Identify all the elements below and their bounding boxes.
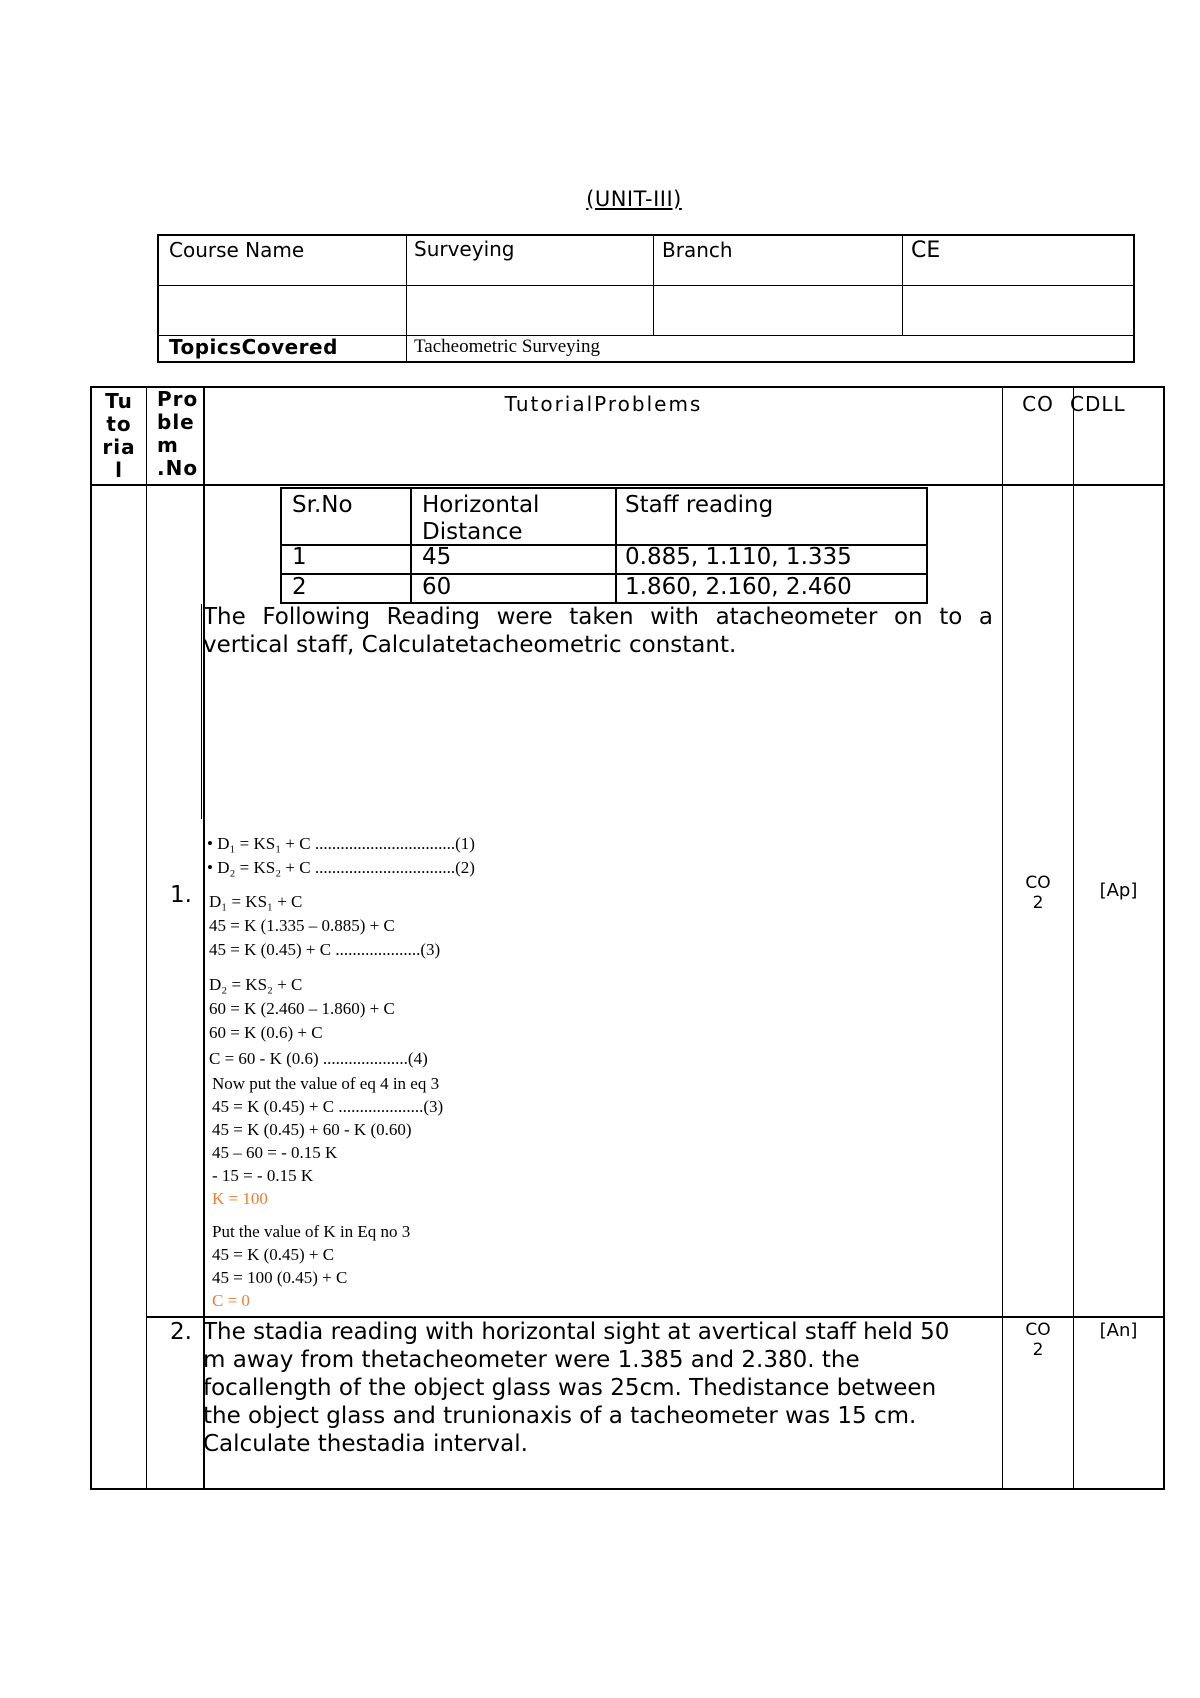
solution-line: • D₂ = KS₂ + C .................................(2) [207,858,475,877]
problem-2-number: 2. [170,1319,192,1345]
col-divider [410,489,412,602]
solution-line: 45 = K (0.45) + C [212,1245,335,1264]
row-divider [92,484,1163,486]
col-divider [406,335,407,361]
branch-label: Branch [662,238,733,262]
header-tutorial [92,390,146,482]
result-c: C = 0 [212,1291,250,1310]
statement-line: Calculate thestadia interval. [203,1431,528,1457]
image-border [201,604,202,819]
header-tutorial-line: l [115,458,123,482]
solution-line: 60 = K (0.6) + C [209,1023,323,1042]
problem-1-number: 1. [170,882,192,908]
branch-value: CE [911,238,941,263]
solution-line: C = 60 - K (0.6) ....................(4) [209,1049,428,1068]
co-line: 2 [1032,1340,1044,1360]
header-tutorial-line: ria [102,435,136,459]
problem-1-cdll: [Ap] [1099,880,1138,901]
solution-line: 45 = K (1.335 – 0.885) + C [209,916,395,935]
solution-line: D₂ = KS₂ + C [209,975,303,994]
header-problem-line: Pro [157,387,199,411]
co-line: CO [1025,1320,1051,1340]
co-line: 2 [1032,893,1044,913]
problem-2-cdll: [An] [1099,1320,1138,1341]
course-header-table [157,234,1135,363]
col-divider [653,236,654,335]
table-cell: 1.860, 2.160, 2.460 [625,574,852,600]
header-co: CO [1022,392,1054,416]
col-divider [902,236,903,335]
table-cell: 2 [292,574,307,600]
table-cell: 0.885, 1.110, 1.335 [625,544,852,570]
statement-line: the object glass and trunionaxis of a tacheometer was 15 cm. [203,1403,917,1429]
course-name-value: Surveying [414,237,515,261]
header-tutorial-line: Tu [105,389,133,413]
table-header-srno: Sr.No [292,492,353,518]
solution-line: - 15 = - 0.15 K [212,1166,314,1185]
problem-1-co [1003,873,1073,913]
problem-1-statement: The Following Reading were taken with atacheometer on to a vertical staff, Calculatetacheometric constant. [203,604,993,658]
table-header-staff-reading: Staff reading [625,492,774,518]
solution-line: 45 = K (0.45) + C ....................(3) [209,940,441,959]
topics-value: Tacheometric Surveying [414,336,600,357]
statement-line: m away from thetacheometer were 1.385 and 2.380. the [203,1347,860,1373]
solution-line: Now put the value of eq 4 in eq 3 [212,1074,440,1093]
col-divider [406,236,407,335]
header-problem-no [157,388,198,480]
topics-label: TopicsCovered [169,335,338,359]
table-cell: 60 [422,574,452,600]
row-divider [159,285,1133,286]
header-cdll: CDLL [1070,392,1126,416]
solution-line: • D₁ = KS₁ + C .................................(1) [207,834,475,853]
statement-line: The stadia reading with horizontal sight at avertical staff held 50 [203,1319,950,1345]
solution-line: 45 = K (0.45) + 60 - K (0.60) [212,1120,412,1139]
header-tutorial-problems: TutorialProblems [504,392,703,416]
result-k: K = 100 [212,1189,268,1208]
table-cell: 1 [292,544,307,570]
problem-1-data-table [280,487,928,604]
co-line: CO [1025,873,1051,893]
solution-line: 60 = K (2.460 – 1.860) + C [209,999,395,1018]
col-divider [615,489,617,602]
header-tutorial-line: to [106,412,132,436]
solution-line: D₁ = KS₁ + C [209,892,303,911]
problem-2-statement [203,1318,949,1458]
header-problem-line: .No [157,456,199,480]
solution-line: 45 – 60 = - 0.15 K [212,1143,338,1162]
course-name-label: Course Name [169,238,305,262]
solution-line: Put the value of K in Eq no 3 [212,1222,411,1241]
statement-line: focallength of the object glass was 25cm. Thedistance between [203,1375,937,1401]
table-cell: 45 [422,544,452,570]
col-divider [146,388,147,1488]
header-problem-line: ble [157,410,195,434]
table-header-horizontal-distance: Horizontal Distance [422,492,540,545]
problem-2-co [1003,1320,1073,1360]
solution-line: 45 = K (0.45) + C ....................(3) [212,1097,444,1116]
page-title: (UNIT-III) [586,187,682,211]
header-problem-line: m [157,433,179,457]
solution-line: 45 = 100 (0.45) + C [212,1268,348,1287]
